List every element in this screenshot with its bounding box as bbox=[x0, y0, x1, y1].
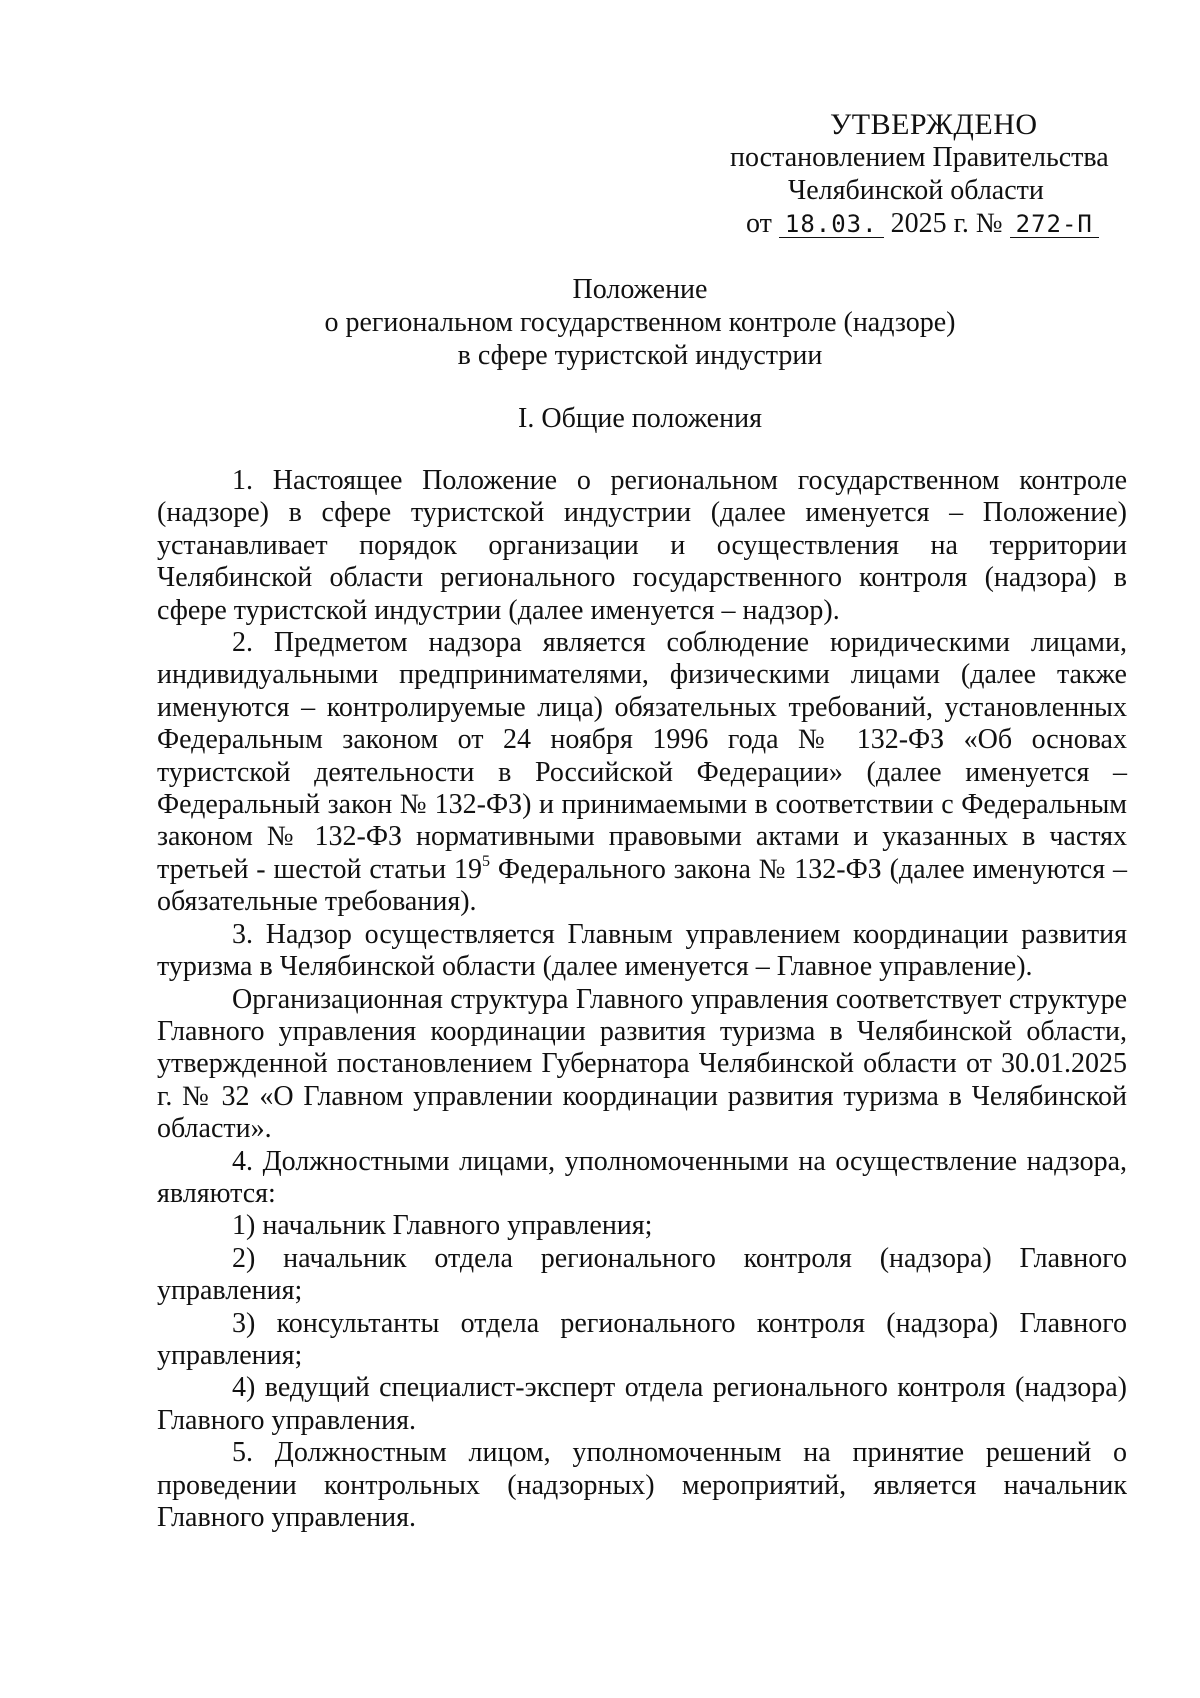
approval-title: УТВЕРЖДЕНО bbox=[830, 108, 1038, 141]
document-title-line-2: о региональном государственном контроле (надзоре) bbox=[324, 307, 956, 338]
paragraph-2-text: 2. Предметом надзора является соблюдение юридическими лицами, индивидуальными предпринимателями, физическими лицами (далее также именуются – контролируемые лица) обязательных требований, установленных Федеральным законом от 24 ноября 1996 года № 132-ФЗ «Об основах туристской деятельности в Российской Федерации» (далее именуется – Федеральный закон № 132-ФЗ) и принимаемыми в соответствии с Федеральным законом № 132-ФЗ нормативными правовыми актами и указанных в частях третьей - шестой статьи 19 bbox=[157, 627, 1127, 885]
section-heading: I. Общие положения bbox=[518, 403, 762, 434]
paragraph-3: 3. Надзор осуществляется Главным управлением координации развития туризма в Челябинской области (далее именуется – Главное управление). bbox=[157, 918, 1127, 983]
approval-region: Челябинской области bbox=[788, 175, 1044, 206]
paragraph-1: 1. Настоящее Положение о региональном государственном контроле (надзоре) в сфере туристской индустрии (далее именуется – Положение) устанавливает порядок организации и осуществления на территории Челябинской области регионального государственного контроля (надзора) в сфере туристской индустрии (далее именуется – надзор). bbox=[157, 465, 1127, 626]
document-body bbox=[157, 465, 1127, 1534]
article-superscript: 5 bbox=[481, 852, 490, 870]
approval-date-prefix: от bbox=[746, 208, 772, 239]
paragraph-5: 5. Должностным лицом, уполномоченным на принятие решений о проведении контрольных (надзорных) мероприятий, является начальник Главного управления. bbox=[157, 1437, 1127, 1533]
approval-year-number-label: 2025 г. № bbox=[890, 208, 1003, 239]
paragraph-2-text-end: Федерального закона № 132-ФЗ (далее именуются – обязательные требования). bbox=[157, 853, 1127, 918]
approval-date-value: 18.03. bbox=[779, 211, 884, 238]
approval-authority: постановлением Правительства bbox=[730, 142, 1109, 173]
document-title bbox=[160, 273, 1120, 372]
list-item-2: 2) начальник отдела регионального контроля (надзора) Главного управления; bbox=[157, 1242, 1127, 1307]
list-item-4: 4) ведущий специалист-эксперт отдела регионального контроля (надзора) Главного управления. bbox=[157, 1372, 1127, 1436]
paragraph-2 bbox=[157, 627, 1127, 919]
paragraph-4: 4. Должностными лицами, уполномоченными на осуществление надзора, являются: bbox=[157, 1145, 1127, 1209]
list-item-1: 1) начальник Главного управления; bbox=[232, 1210, 653, 1242]
approval-number-value: 272-П bbox=[1010, 211, 1099, 238]
approval-date-line bbox=[730, 207, 1130, 240]
document-title-line-3: в сфере туристской индустрии bbox=[457, 340, 823, 371]
document-title-line-1: Положение bbox=[572, 274, 708, 305]
approval-stamp-block bbox=[730, 108, 1130, 240]
paragraph-3-continued: Организационная структура Главного управления соответствует структуре Главного управления координации развития туризма в Челябинской области, утвержденной постановлением Губернатора Челябинской области от 30.01.2025 г. № 32 «О Главном управлении координации развития туризма в Челябинской области». bbox=[157, 983, 1127, 1145]
list-item-3: 3) консультанты отдела регионального контроля (надзора) Главного управления; bbox=[157, 1307, 1127, 1371]
